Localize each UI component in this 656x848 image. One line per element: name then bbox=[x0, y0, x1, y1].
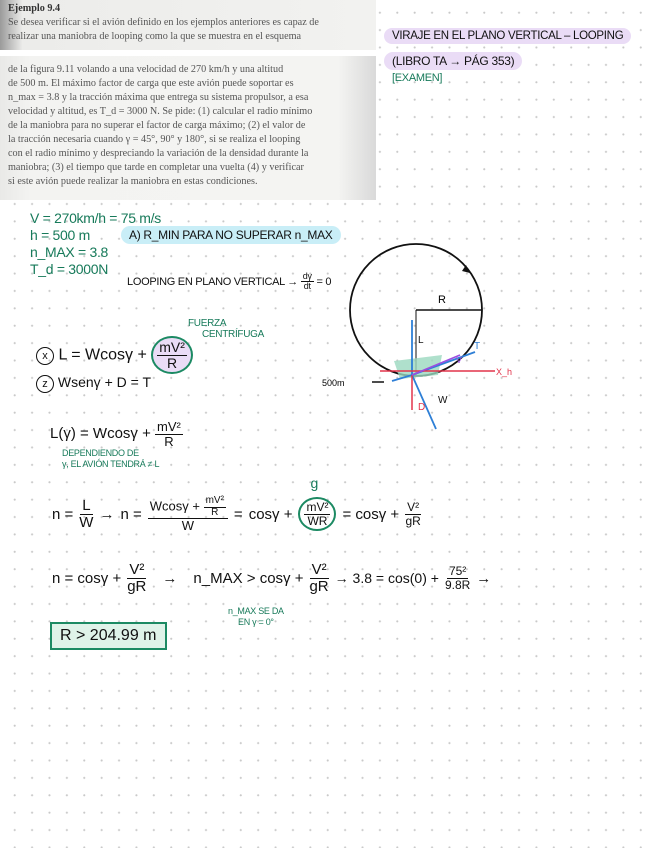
lift-label: L bbox=[418, 335, 424, 346]
eq-cos: = cosγ + bbox=[342, 505, 400, 523]
book-excerpt-bottom bbox=[0, 56, 376, 200]
given-data bbox=[30, 210, 161, 278]
gr: gR bbox=[127, 577, 147, 595]
mv2: mV² bbox=[205, 495, 224, 506]
book-line: Se desea verificar si el avión definido en los ejemplos anteriores es capaz de bbox=[8, 17, 319, 28]
xh-label: X_h bbox=[496, 367, 513, 377]
g-substitution: g bbox=[310, 475, 319, 492]
centrifuga-text: CENTRÍFUGA bbox=[202, 329, 265, 340]
part-a-heading: A) R_MIN PARA NO SUPERAR n_MAX bbox=[121, 226, 341, 244]
book-reference: (LIBRO TA → PÁG 353) bbox=[384, 52, 522, 70]
fuerza-text: FUERZA bbox=[188, 318, 227, 329]
n-line: n = cosγ + bbox=[52, 569, 122, 587]
v2: V² bbox=[129, 561, 145, 578]
thrust-label: T bbox=[474, 341, 481, 352]
result-box: R > 204.99 m bbox=[50, 622, 167, 650]
looping-condition bbox=[127, 272, 331, 292]
book-line: de la maniobra para no superar el factor de carga máximo; (2) el valor de bbox=[8, 120, 306, 131]
notes-title: VIRAJE EN EL PLANO VERTICAL – LOOPING bbox=[384, 28, 631, 44]
g98r: 9.8R bbox=[444, 577, 471, 592]
frac-w: W bbox=[181, 518, 194, 533]
dep-line-2: γ, EL AVIÓN TENDRÁ ≠ L bbox=[62, 459, 160, 469]
wr: WR bbox=[307, 513, 328, 528]
given-thrust: T_d = 3000N bbox=[30, 261, 109, 277]
equation-z bbox=[36, 374, 151, 393]
eq-z-label: z bbox=[36, 375, 54, 393]
frac-w: W bbox=[79, 513, 94, 531]
velocity-label: V bbox=[456, 355, 463, 365]
nmax-condition bbox=[52, 562, 491, 595]
eq-x-label: x bbox=[36, 347, 54, 365]
nmax-note-2: EN γ = 0° bbox=[238, 617, 274, 627]
v75: 75² bbox=[448, 564, 467, 579]
frac-l: L bbox=[82, 497, 91, 515]
r: R bbox=[211, 506, 219, 518]
wcos: Wcosγ + bbox=[149, 498, 200, 514]
book-line: realizar una maniobra de looping como la que se muestra en el esquema bbox=[8, 31, 302, 42]
dgdt-den: dt bbox=[303, 281, 311, 292]
book-line: con el radio mínimo y despreciando la variación de la densidad durante la bbox=[8, 148, 309, 159]
eq-z-text: Wsenγ + D = T bbox=[57, 374, 151, 390]
book-line: n_max = 3.8 y la tracción máxima que entrega su sistema propulsor, a esa bbox=[8, 92, 309, 103]
n-eq: n = bbox=[120, 505, 142, 523]
gr: gR bbox=[405, 513, 421, 528]
looping-text: LOOPING EN PLANO VERTICAL → bbox=[127, 275, 299, 288]
altitude-label: 500m bbox=[322, 378, 345, 388]
equals: = bbox=[233, 505, 243, 523]
book-line: de la figura 9.11 volando a una velocidad de 270 km/h y una altitud bbox=[8, 64, 284, 75]
book-line: maniobra; (3) el tiempo que tarde en completar una vuelta (4) y verificar bbox=[8, 162, 304, 173]
book-line: de 500 m. El máximo factor de carga que este avión puede soportar es bbox=[8, 78, 294, 89]
lift-function-text: L(γ) = Wcosγ + bbox=[50, 425, 151, 443]
dep-line-1: DEPENDIENDO DE bbox=[62, 448, 139, 458]
dependency-note bbox=[62, 448, 159, 470]
exam-tag: [EXAMEN] bbox=[392, 72, 443, 84]
book-line: si este avión puede realizar la maniobra en estas condiciones. bbox=[8, 176, 258, 187]
given-nmax: n_MAX = 3.8 bbox=[30, 244, 109, 260]
gr: gR bbox=[309, 577, 329, 595]
substitution: → 3.8 = cos(0) + bbox=[334, 570, 439, 587]
nmax-note-1: n_MAX SE DA bbox=[228, 606, 284, 616]
v2: V² bbox=[311, 561, 327, 578]
radius-label: R bbox=[438, 294, 446, 306]
lift-function bbox=[50, 420, 183, 448]
mv2: mV² bbox=[157, 419, 181, 434]
looping-diagram bbox=[320, 225, 540, 445]
cos-plus: cosγ + bbox=[248, 505, 293, 523]
r-denom: R bbox=[164, 433, 174, 449]
example-heading: Ejemplo 9.4 bbox=[8, 3, 61, 14]
equation-x bbox=[36, 336, 193, 374]
v2: V² bbox=[407, 500, 420, 515]
book-line: la tracción necesaria cuando γ = 45°, 90° y 180°, si se realiza el looping bbox=[8, 134, 301, 145]
r-denom: R bbox=[167, 354, 178, 371]
eq-x-text: L = Wcosγ + bbox=[58, 346, 147, 364]
dgdt-eq: = 0 bbox=[316, 275, 332, 288]
arrow: → bbox=[99, 505, 115, 523]
centrifugal-note bbox=[188, 318, 264, 340]
arrow: → bbox=[476, 569, 492, 587]
weight-label: W bbox=[438, 395, 448, 406]
drag-label: D bbox=[418, 402, 426, 413]
given-altitude: h = 500 m bbox=[30, 227, 90, 243]
arrow: → bbox=[162, 569, 178, 587]
nmax-gt: n_MAX > cosγ + bbox=[193, 569, 304, 587]
mv2: mV² bbox=[159, 339, 185, 355]
nmax-note bbox=[228, 606, 284, 628]
mv2: mV² bbox=[306, 500, 329, 515]
load-factor-derivation bbox=[52, 475, 421, 533]
given-velocity: V = 270km/h = 75 m/s bbox=[30, 210, 161, 226]
book-excerpt-top bbox=[0, 0, 376, 50]
book-line: velocidad y altitud, es T_d = 3000 N. Se pide: (1) calcular el radio mínimo bbox=[8, 106, 313, 117]
n-eq: n = bbox=[52, 505, 74, 523]
dgdt-num: dγ bbox=[302, 271, 312, 281]
